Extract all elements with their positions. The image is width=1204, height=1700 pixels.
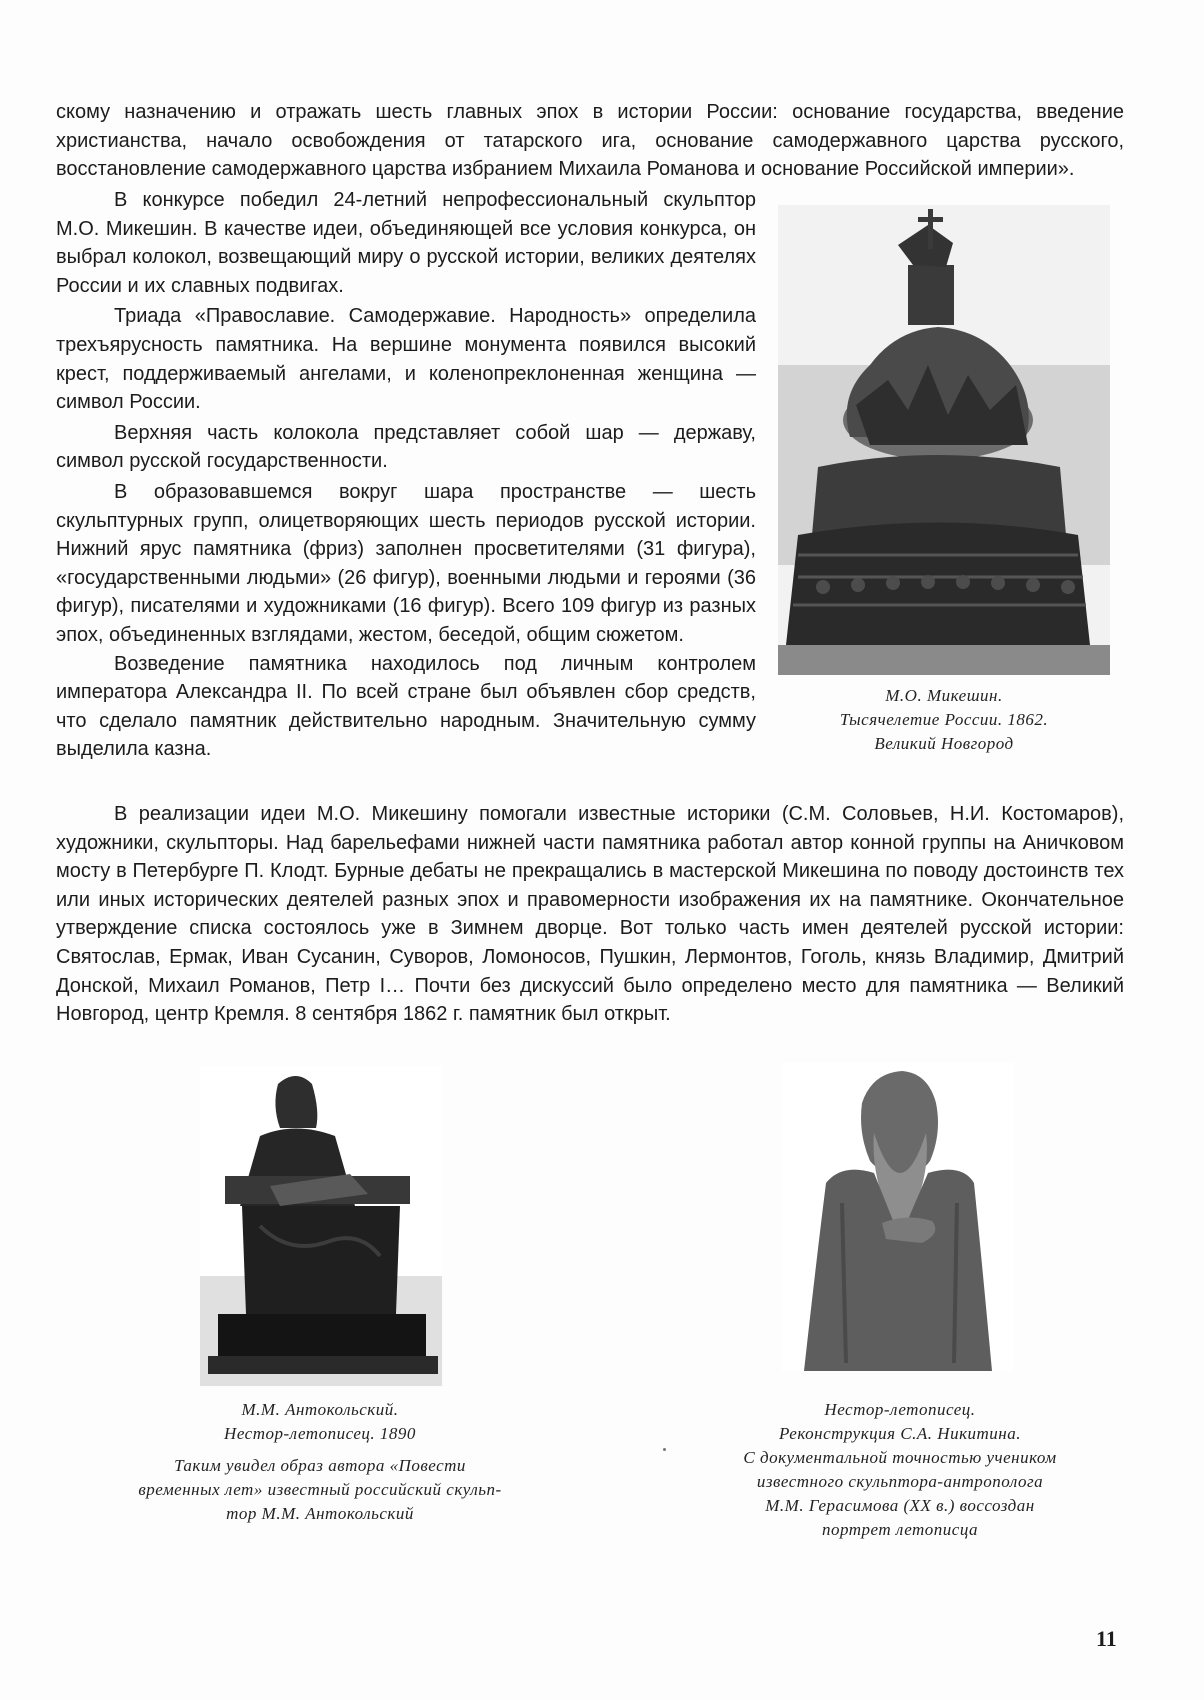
- paragraph-realization: В реализации идеи М.О. Микешину помогали известные историки (С.М. Соловьев, Н.И. Костомаров), художники, скульпторы. Над барельефами нижней части памятника работал автор конной группы на Аничковом мосту в Петербурге П. Клодт. Бурные дебаты не прекращались в мастерской Микешина по поводу достоинств тех или иных исторических деятелей разных эпох и правомерности изображения их на памятнике. Окончательное утверждение списка состоялось уже в Зимнем дворце. Вот только часть имен деятелей русской истории: Святослав, Ермак, Иван Сусанин, Суворов, Ломоносов, Пушкин, Лермонтов, Гоголь, князь Владимир, Дмитрий Донской, Михаил Романов, Петр I… Почти без дискуссий было определено место для памятника — Великий Новгород, центр Кремля. 8 сентября 1862 г. памятник был открыт.: [56, 803, 1124, 1026]
- left-text-column: [56, 186, 756, 764]
- scan-speck: [663, 1448, 666, 1451]
- paragraph-construction: Возведение памятника находилось под личным контролем императора Александра II. По всей стране был объявлен сбор средств, что сделало памятник действительно народным. Значительную сумму выделила казна.: [56, 652, 756, 761]
- nikitin-bust-photo: [782, 1063, 1014, 1371]
- monument-photo: [778, 205, 1110, 675]
- page-number: 11: [1096, 1626, 1117, 1651]
- paragraph-top: скому назначению и отражать шесть главных эпох в истории России: основание государства, введение христианства, начало освобождения от татарского ига, основание самодержавного царства русского, восстановление самодержавного царства избранием Михаила Романова и основание Российской империи».: [56, 101, 1124, 181]
- paragraph-sculpture-groups: В образовавшемся вокруг шара пространстве — шесть скульптурных групп, олицетворяющих шесть периодов русской истории. Нижний ярус памятника (фриз) заполнен просветителями (31 фигура), «государственными людьми» (26 фигур), военными людьми и героями (36 фигур), писателями и художниками (16 фигур). Всего 109 фигур из разных эпох, объединенных взглядами, жестом, беседой, общим сюжетом.: [56, 480, 756, 646]
- paragraph-triad: Триада «Православие. Самодержавие. Народность» определила трехъярусность памятника. На вершине монумента появился высокий крест, поддерживаемый ангелами, и коленопреклоненная женщина — символ России.: [56, 305, 756, 414]
- monument-caption: М.О. Микешин. Тысячелетие России. 1862. Великий Новгород: [839, 686, 1049, 753]
- paragraph-bell-top: Верхняя часть колокола представляет собой шар — державу, символ русской государственности.: [56, 421, 756, 473]
- nikitin-caption: Нестор-летописец. Реконструкция С.А. Никитина. С документальной точностью учеником известного скульптора-антрополога М.М. Герасимова (XX в.) воссоздан портрет летописца: [743, 1400, 1057, 1539]
- antokolsky-caption: М.М. Антокольский. Нестор-летописец. 1890 Таким увидел образ автора «Повести временных лет» известный российский скульп- тор М.М. Антокольский: [138, 1400, 502, 1523]
- paragraph-competition: В конкурсе победил 24-летний непрофессиональный скульптор М.О. Микешин. В качестве идеи, объединяющей все условия конкурса, он выбрал колокол, возвещающий миру о русской истории, великих деятелях России и их славных подвигах.: [56, 189, 756, 297]
- antokolsky-statue-photo: [200, 1066, 442, 1386]
- paragraph-realization-block: [56, 800, 1124, 1029]
